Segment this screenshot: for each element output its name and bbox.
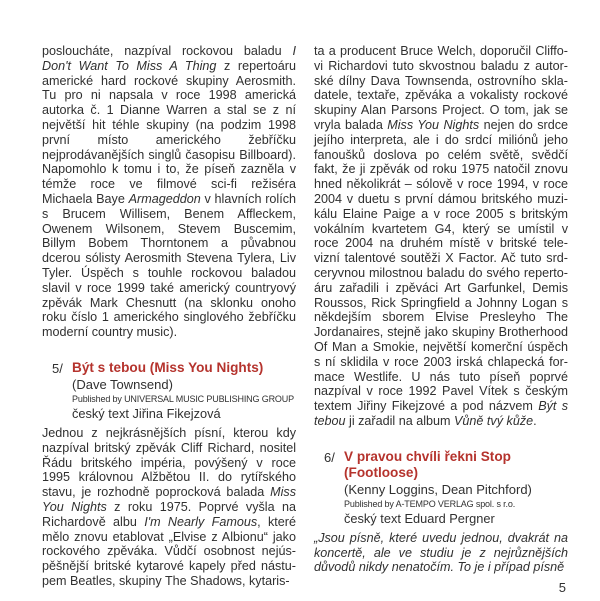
song-title: Být s tebou (Miss You Nights): [72, 359, 264, 375]
text-segment: posloucháte, nazpíval rockovou baladu: [42, 44, 293, 58]
italic-text: Armageddon: [128, 191, 201, 206]
paragraph: [314, 44, 568, 429]
paragraph: [42, 44, 296, 340]
right-column: [314, 44, 568, 575]
italic-text: I'm Nearly Famous: [144, 514, 258, 529]
text-segment: .: [533, 413, 537, 428]
paragraph: [42, 426, 296, 589]
song-heading: [314, 449, 568, 527]
song-title: V pravou chvíli řekni Stop (Footloose): [344, 448, 511, 480]
song-number: 5/: [52, 360, 63, 376]
italic-text: Být s tebou: [314, 399, 568, 428]
italic-text: Vůně tvý kůže: [454, 413, 534, 428]
song-publisher: Published by UNIVERSAL MUSIC PUBLISHING GROUP: [72, 393, 294, 404]
song-publisher: Published by A-TEMPO VERLAG spol. s r.o.: [344, 498, 516, 509]
paragraph: [314, 531, 568, 575]
left-column: [42, 44, 296, 589]
song-czech-text: český text Jiřina Fikejzová: [72, 405, 221, 421]
text-segment: , které mělo znovu etablovat „Elvise z Albionu“ jako rockového zpěváka. Vůdčí osobnost nejúspěšnější britské kytarové kapely před nástupem Beatles, skupiny The Shadows, kytaris-: [42, 514, 297, 588]
song-authors: (Kenny Loggins, Dean Pitchford): [344, 481, 532, 497]
italic-text: Miss You Nights: [42, 485, 296, 514]
text-segment: z roku 1975. Poprvé vyšla na Richardově albu: [42, 499, 296, 529]
text-segment: Jednou z nejkrásnějších písní, kterou kdy nazpíval britský zpěvák Cliff Richard, nositel Řádu britského impéria, povýšený v roce 1995 královnou Alžbětou II. do rytířského stavu, je rozhodně poprocková balada: [42, 425, 296, 500]
text-segment: ta a producent Bruce Welch, doporučil Cliffovi Richardovi tuto skvostnou baladu z autorské dílny Dava Townsenda, ostrovního skladatele, textaře, zpěváka a vokalisty rockové skupiny Alan Parsons Project. O tom, jak se vryla balada: [314, 44, 568, 132]
song-number: 6/: [324, 449, 335, 465]
song-authors: (Dave Townsend): [72, 376, 173, 392]
song-czech-text: český text Eduard Pergner: [344, 510, 495, 526]
text-segment: ji zařadil na album: [345, 413, 455, 428]
italic-text: Miss You Nights: [387, 117, 480, 132]
song-heading: [42, 360, 296, 422]
page-number: 5: [558, 580, 566, 595]
text-segment: nejen do srdce jejího interpreta, ale i do srdcí miliónů jeho fanoušků doslova po celém světě, svědčí fakt, že ji zpěvák od roku 1975 natočil znovu hned několikrát – sólově v roce 1994, v roce 2004 v duetu s první dámou britského muzikálu Elaine Paige a v roce 2005 s britským vokálním kvartetem G4, který se umístil v roce 2004 na druhém místě v britské televizní talentové soutěži X Factor. Ač tuto srdceryvnou milostnou baladu do svého repertoáru zařadili i zpěváci Art Garfunkel, Demis Roussos, Rick Springfield a Johnny Logan s někdejším sborem Elvise Presleyho The Jordanaires, stejně jako skupiny Brotherhood Of Man a Smokie, největší komerční úspěch s ní sklidila v roce 2003 irská chlapecká formace Westlife. U nás tuto píseň poprvé nazpíval v roce 1992 Pavel Vítek s českým textem Jiřiny Fikejzové a pod názvem: [314, 117, 569, 414]
italic-text: I Don't Want To Miss A Thing: [42, 44, 296, 73]
text-segment: z repertoáru americké hard rockové skupiny Aerosmith. Tu pro ni napsala v roce 1998 americká autorka č. 1 Dianne Warren a stal se z ní největší hit téhle skupiny (na podzim 1998 první místo amerického žebříčku nejprodávanějších singlů časopisu Billboard). Napomohlo k tomu i to, že píseň zazněla v témže roce ve filmové sci-fi režiséra Michaela Baye: [42, 58, 296, 206]
italic-text: „Jsou písně, které uvedu jednou, dvakrát na koncertě, ale ve studiu je z nejrůznějších důvodů nikdy nenatočím. To je i případ písně: [314, 530, 568, 575]
text-segment: v hlavních rolích s Brucem Willisem, Benem Affleckem, Owenem Wilsonem, Stevem Buscemim, Billym Bobem Thorntonem a půvabnou dcerou sólisty Aerosmith Stevena Tylera, Liv Tyler. Úspěch s touhle rockovou baladou slavil v roce 1999 také americký countryový zpěvák Mark Chesnutt (na sklonku onoho roku číslo 1 amerického singlového žebříčku moderní country music).: [42, 191, 296, 340]
